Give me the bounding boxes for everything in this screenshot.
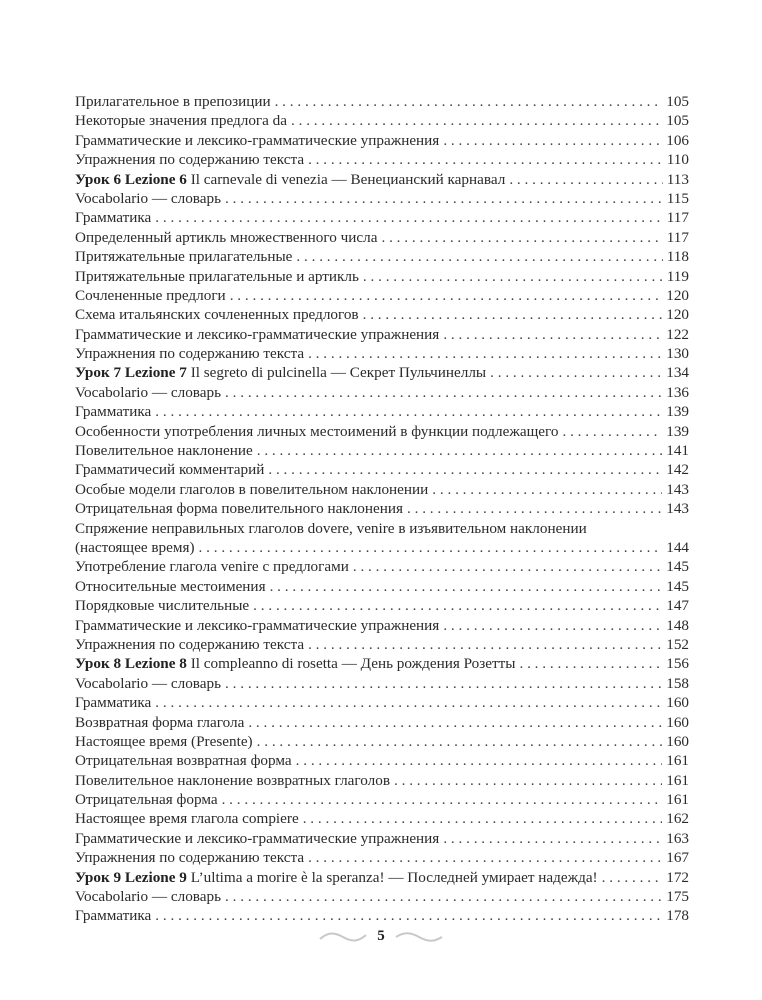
toc-page-number: 119 bbox=[666, 267, 689, 285]
toc-page-number: 163 bbox=[666, 829, 689, 847]
toc-page-number: 113 bbox=[666, 170, 689, 188]
toc-entry-title bbox=[75, 616, 439, 635]
toc-entry-text: Il segreto di pulcinella — Секрет Пульчинеллы bbox=[186, 364, 487, 382]
toc-entry-title bbox=[75, 460, 264, 479]
toc-entry-title bbox=[75, 402, 151, 421]
toc-page-number: 145 bbox=[666, 577, 689, 595]
toc-entry-text: (настоящее время) bbox=[75, 538, 195, 556]
toc-page-number: 172 bbox=[666, 868, 689, 886]
dot-leader bbox=[519, 654, 662, 673]
toc-entry-text: Грамматические и лексико-грамматические упражнения bbox=[75, 616, 440, 634]
toc-entry[interactable] bbox=[75, 305, 689, 324]
toc-entry-title bbox=[75, 422, 558, 441]
toc-entry[interactable] bbox=[75, 247, 689, 266]
toc-entry-title bbox=[75, 713, 244, 732]
toc-entry-text: Повелительное наклонение возвратных глаголов bbox=[75, 771, 390, 789]
toc-entry[interactable] bbox=[75, 538, 689, 557]
toc-entry-text: Упражнения по содержанию текста bbox=[75, 849, 305, 867]
dot-leader bbox=[291, 111, 662, 130]
toc-page-number: 152 bbox=[666, 635, 689, 653]
toc-entry[interactable] bbox=[75, 150, 689, 169]
toc-entry[interactable] bbox=[75, 809, 689, 828]
toc-entry-title bbox=[75, 480, 428, 499]
toc-page-number: 105 bbox=[666, 112, 689, 130]
toc-entry[interactable] bbox=[75, 228, 689, 247]
dot-leader bbox=[275, 92, 663, 111]
dot-leader bbox=[248, 713, 662, 732]
toc-entry-title bbox=[75, 208, 151, 227]
dot-leader bbox=[308, 848, 662, 867]
toc-entry-title bbox=[75, 247, 292, 266]
toc-entry-text: Повелительное наклонение bbox=[75, 442, 253, 460]
toc-page-number: 118 bbox=[666, 248, 689, 266]
toc-entry-text: L’ultima a morire è la speranza! — Последней умирает надежда! bbox=[186, 868, 598, 886]
toc-entry[interactable] bbox=[75, 635, 689, 654]
toc-page-number: 160 bbox=[666, 732, 689, 750]
toc-entry-text: Грамматика bbox=[75, 403, 152, 421]
toc-entry-title bbox=[75, 150, 304, 169]
toc-entry-text: Vocabolario — словарь bbox=[75, 383, 222, 401]
toc-entry[interactable] bbox=[75, 557, 689, 576]
toc-page-number: 115 bbox=[666, 189, 689, 207]
toc-entry[interactable] bbox=[75, 92, 689, 111]
toc-page-number: 139 bbox=[666, 403, 689, 421]
toc-entry-text: Относительные местоимения bbox=[75, 577, 266, 595]
toc-entry-text: Упражнения по содержанию текста bbox=[75, 345, 305, 363]
dot-leader bbox=[353, 557, 662, 576]
toc-entry-text: Употребление глагола venire с предлогами bbox=[75, 558, 349, 576]
dot-leader bbox=[155, 208, 663, 227]
toc-entry-title bbox=[75, 325, 439, 344]
toc-page-number: 142 bbox=[666, 461, 689, 479]
toc-entry-title bbox=[75, 751, 292, 770]
toc-entry-text: Притяжательные прилагательные и артикль bbox=[75, 267, 359, 285]
toc-page-number: 141 bbox=[666, 442, 689, 460]
toc-entry[interactable] bbox=[75, 577, 689, 596]
toc-entry-title bbox=[75, 92, 271, 111]
toc-entry-title bbox=[75, 557, 349, 576]
toc-page-number: 161 bbox=[666, 791, 689, 809]
toc-entry-title bbox=[75, 674, 221, 693]
dot-leader bbox=[407, 499, 662, 518]
toc-entry-title bbox=[75, 111, 287, 130]
toc-entry-title bbox=[75, 771, 390, 790]
dot-leader bbox=[509, 170, 662, 189]
toc-page-number: 147 bbox=[666, 597, 689, 615]
toc-entry-title bbox=[75, 654, 515, 673]
dot-leader bbox=[155, 402, 662, 421]
toc-entry[interactable] bbox=[75, 131, 689, 150]
toc-page-number: 178 bbox=[666, 907, 689, 925]
toc-entry[interactable] bbox=[75, 383, 689, 402]
toc-page-number: 122 bbox=[666, 325, 689, 343]
toc-page-number: 120 bbox=[666, 306, 689, 324]
toc-entry-text: Упражнения по содержанию текста bbox=[75, 635, 305, 653]
lesson-label: Урок 6 Lezione 6 bbox=[75, 170, 187, 188]
toc-entry-text: Vocabolario — словарь bbox=[75, 888, 222, 906]
toc-entry-text: Схема итальянских сочлененных предлогов bbox=[75, 306, 359, 324]
dot-leader bbox=[155, 906, 662, 925]
toc-entry-text: Особые модели глаголов в повелительном наклонении bbox=[75, 480, 429, 498]
toc-entry-title bbox=[75, 305, 359, 324]
toc-entry[interactable] bbox=[75, 616, 689, 635]
toc-entry[interactable] bbox=[75, 596, 689, 615]
toc-page-number: 105 bbox=[666, 93, 689, 110]
toc-page-number: 148 bbox=[666, 616, 689, 634]
toc-entry-text: Грамматика bbox=[75, 907, 152, 925]
toc-entry[interactable] bbox=[75, 344, 689, 363]
toc-entry-text: Определенный артикль множественного числа bbox=[75, 228, 378, 246]
dot-leader bbox=[363, 305, 663, 324]
dot-leader bbox=[225, 189, 663, 208]
toc-entry-text: Некоторые значения предлога da bbox=[75, 112, 288, 130]
toc-entry[interactable] bbox=[75, 189, 689, 208]
page-number: 5 bbox=[377, 928, 385, 944]
toc-entry-title bbox=[75, 363, 486, 382]
toc-entry-text: Упражнения по содержанию текста bbox=[75, 151, 305, 169]
dot-leader bbox=[443, 616, 662, 635]
toc-page-number: 161 bbox=[666, 771, 689, 789]
toc-entry[interactable] bbox=[75, 111, 689, 130]
toc-entry-title bbox=[75, 790, 218, 809]
dot-leader bbox=[308, 344, 662, 363]
dot-leader bbox=[308, 635, 662, 654]
toc-entry-text: Грамматические и лексико-грамматические упражнения bbox=[75, 325, 440, 343]
toc-entry-title bbox=[75, 848, 304, 867]
toc-entry[interactable] bbox=[75, 208, 689, 227]
dot-leader bbox=[602, 868, 663, 887]
toc-entry[interactable] bbox=[75, 286, 689, 305]
toc-entry[interactable] bbox=[75, 906, 689, 925]
toc-page-number: 161 bbox=[666, 752, 689, 770]
toc-entry-text: Настоящее время глагола compiere bbox=[75, 810, 299, 828]
toc-entry-text: Настоящее время (Presente) bbox=[75, 732, 253, 750]
dot-leader bbox=[490, 363, 662, 382]
toc-entry-text: Грамматика bbox=[75, 694, 152, 712]
toc-entry-title bbox=[75, 809, 299, 828]
toc-entry[interactable] bbox=[75, 887, 689, 906]
toc-page-number: 143 bbox=[666, 480, 689, 498]
toc-page-number: 106 bbox=[666, 131, 689, 149]
dot-leader bbox=[394, 771, 662, 790]
toc-page-number: 160 bbox=[666, 713, 689, 731]
toc-entry-text: Отрицательная форма bbox=[75, 791, 218, 809]
toc-entry[interactable] bbox=[75, 790, 689, 809]
toc-page-number: 162 bbox=[666, 810, 689, 828]
toc-page-number: 134 bbox=[666, 364, 689, 382]
toc-entry-title bbox=[75, 596, 249, 615]
wave-ornament-left-icon bbox=[319, 931, 367, 943]
toc-page-number: 120 bbox=[666, 286, 689, 304]
dot-leader bbox=[443, 325, 662, 344]
dot-leader bbox=[253, 596, 662, 615]
toc-entry-title bbox=[75, 887, 221, 906]
toc-page-number: 167 bbox=[666, 849, 689, 867]
dot-leader bbox=[230, 286, 663, 305]
dot-leader bbox=[155, 693, 662, 712]
toc-lesson-entry[interactable] bbox=[75, 363, 689, 382]
lesson-label: Урок 8 Lezione 8 bbox=[75, 655, 187, 673]
dot-leader bbox=[296, 751, 663, 770]
dot-leader bbox=[381, 228, 662, 247]
toc-entry-line[interactable] bbox=[75, 519, 689, 538]
dot-leader bbox=[268, 460, 662, 479]
toc-entry[interactable] bbox=[75, 674, 689, 693]
toc-entry-text: Порядковые числительные bbox=[75, 597, 250, 615]
toc-page-number: 145 bbox=[666, 558, 689, 576]
toc-entry-text: Il carnevale di venezia — Венецианский карнавал bbox=[186, 170, 506, 188]
toc-entry-text: Грамматические и лексико-грамматические упражнения bbox=[75, 829, 440, 847]
toc-page-number: 175 bbox=[666, 888, 689, 906]
toc-entry-text: Сочлененные предлоги bbox=[75, 286, 226, 304]
toc-entry[interactable] bbox=[75, 460, 689, 479]
toc-entry-title bbox=[75, 906, 151, 925]
toc-entry-text: Особенности употребления личных местоимений в функции подлежащего bbox=[75, 422, 559, 440]
dot-leader bbox=[257, 732, 663, 751]
toc-entry[interactable] bbox=[75, 441, 689, 460]
toc-entry-text: Притяжательные прилагательные bbox=[75, 248, 293, 266]
toc-page-number: 110 bbox=[666, 151, 689, 169]
toc-entry-title bbox=[75, 829, 439, 848]
dot-leader bbox=[303, 809, 663, 828]
dot-leader bbox=[296, 247, 662, 266]
toc-entry[interactable] bbox=[75, 829, 689, 848]
toc-entry[interactable] bbox=[75, 402, 689, 421]
toc-page-number: 130 bbox=[666, 345, 689, 363]
toc-entry[interactable] bbox=[75, 499, 689, 518]
toc-lesson-entry[interactable] bbox=[75, 654, 689, 673]
dot-leader bbox=[443, 131, 662, 150]
dot-leader bbox=[443, 829, 662, 848]
dot-leader bbox=[270, 577, 663, 596]
toc-entry-title bbox=[75, 868, 598, 887]
toc-entry[interactable] bbox=[75, 267, 689, 286]
toc-entry-title bbox=[75, 693, 151, 712]
toc-entry-title bbox=[75, 189, 221, 208]
toc-entry[interactable] bbox=[75, 422, 689, 441]
wave-ornament-right-icon bbox=[395, 931, 443, 943]
toc-page-number: 117 bbox=[666, 228, 689, 246]
toc-entry-title bbox=[75, 228, 377, 247]
dot-leader bbox=[225, 383, 662, 402]
dot-leader bbox=[225, 887, 662, 906]
toc-page-number: 136 bbox=[666, 383, 689, 401]
toc-entry[interactable] bbox=[75, 693, 689, 712]
toc-lesson-entry[interactable] bbox=[75, 868, 689, 887]
toc-entry[interactable] bbox=[75, 713, 689, 732]
toc-entry-title bbox=[75, 267, 359, 286]
toc-page-number: 143 bbox=[666, 500, 689, 518]
dot-leader bbox=[432, 480, 662, 499]
toc-page-number: 158 bbox=[666, 674, 689, 692]
toc-entry-title bbox=[75, 170, 505, 189]
dot-leader bbox=[363, 267, 663, 286]
page-footer bbox=[0, 928, 762, 945]
toc-entry-title bbox=[75, 499, 403, 518]
toc-entry-title bbox=[75, 441, 253, 460]
toc-page-number: 117 bbox=[666, 209, 689, 227]
toc-entry-title bbox=[75, 286, 226, 305]
dot-leader bbox=[308, 150, 663, 169]
toc-entry-title bbox=[75, 131, 439, 150]
toc-entry-text: Отрицательная возвратная форма bbox=[75, 752, 292, 770]
toc-entry[interactable] bbox=[75, 848, 689, 867]
toc-entry-text: Грамматические и лексико-грамматические упражнения bbox=[75, 131, 440, 149]
toc-entry[interactable] bbox=[75, 480, 689, 499]
toc-entry-title bbox=[75, 732, 253, 751]
dot-leader bbox=[222, 790, 663, 809]
lesson-label: Урок 9 Lezione 9 bbox=[75, 868, 187, 886]
toc-entry-title bbox=[75, 383, 221, 402]
toc-entry[interactable] bbox=[75, 325, 689, 344]
dot-leader bbox=[257, 441, 663, 460]
dot-leader bbox=[199, 538, 663, 557]
lesson-label: Урок 7 Lezione 7 bbox=[75, 364, 187, 382]
toc-entry-title: Спряжение неправильных глаголов dovere, venire в изъявительном наклонении bbox=[75, 519, 587, 537]
table-of-contents bbox=[75, 92, 689, 926]
toc-entry-text: Vocabolario — словарь bbox=[75, 189, 222, 207]
toc-entry-text: Il compleanno di rosetta — День рождения Розетты bbox=[186, 655, 516, 673]
toc-entry-text: Грамматика bbox=[75, 209, 152, 227]
toc-entry[interactable] bbox=[75, 751, 689, 770]
toc-page-number: 139 bbox=[666, 422, 689, 440]
toc-entry-text: Vocabolario — словарь bbox=[75, 674, 222, 692]
toc-entry[interactable] bbox=[75, 771, 689, 790]
toc-page-number: 160 bbox=[666, 694, 689, 712]
toc-entry-text: Грамматичесий комментарий bbox=[75, 461, 265, 479]
toc-lesson-entry[interactable] bbox=[75, 170, 689, 189]
toc-page-number: 156 bbox=[666, 655, 689, 673]
toc-entry-text: Отрицательная форма повелительного наклонения bbox=[75, 500, 403, 518]
dot-leader bbox=[562, 422, 662, 441]
toc-page-number: 144 bbox=[666, 538, 689, 556]
toc-entry-title bbox=[75, 344, 304, 363]
toc-entry-title bbox=[75, 635, 304, 654]
toc-entry[interactable] bbox=[75, 732, 689, 751]
toc-entry-title bbox=[75, 538, 195, 557]
toc-entry-text: Прилагательное в препозиции bbox=[75, 93, 271, 110]
dot-leader bbox=[225, 674, 662, 693]
toc-entry-title bbox=[75, 577, 266, 596]
toc-entry-text: Возвратная форма глагола bbox=[75, 713, 245, 731]
